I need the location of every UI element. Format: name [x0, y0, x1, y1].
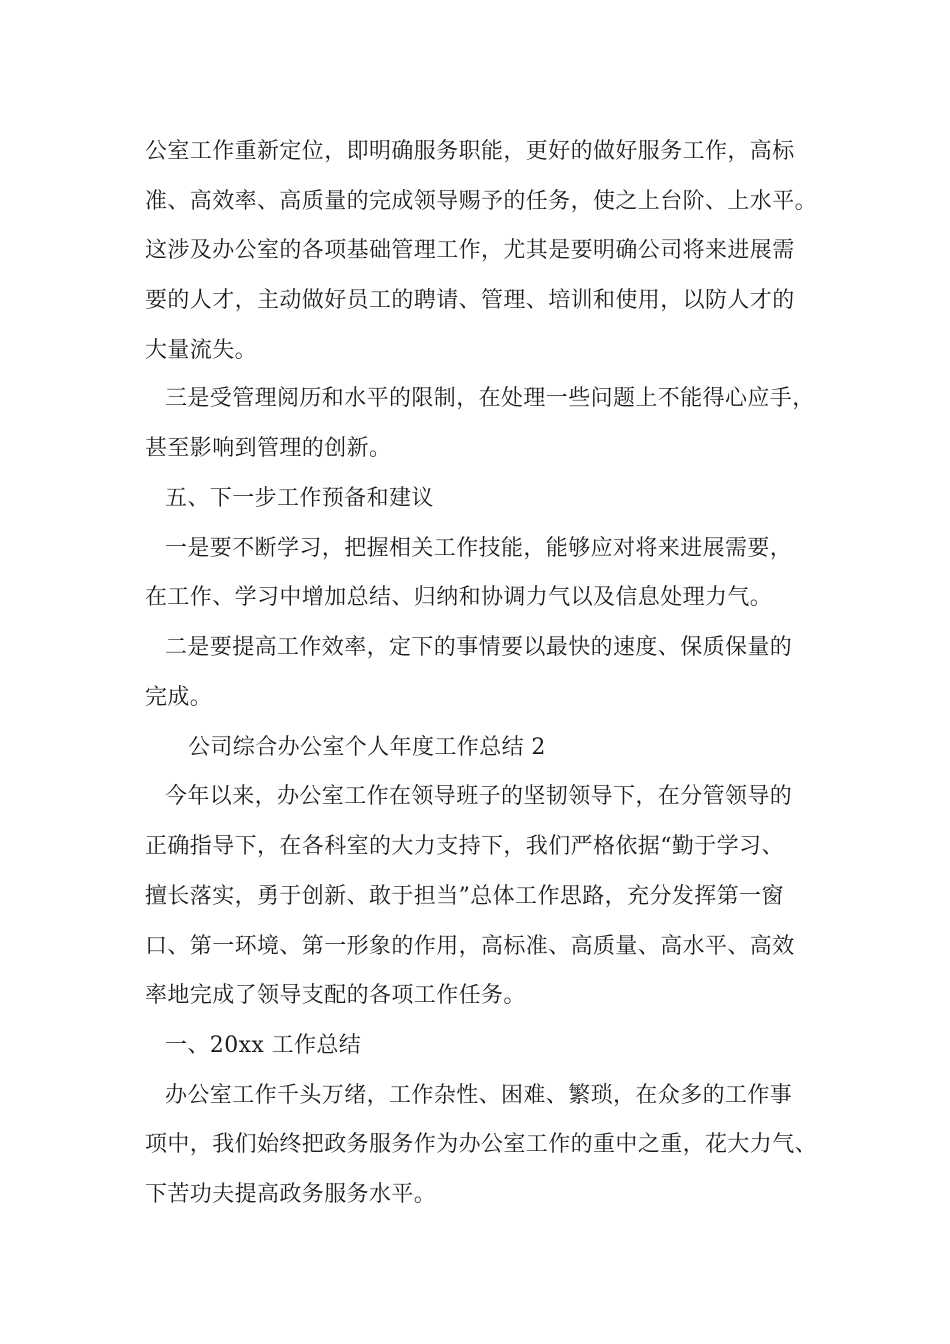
paragraph-line: 三是受管理阅历和水平的限制，在处理一些问题上不能得心应手，	[165, 386, 815, 411]
paragraph-line: 今年以来，办公室工作在领导班子的坚韧领导下，在分管领导的	[165, 784, 793, 809]
paragraph-line: 在工作、学习中增加总结、归纳和协调力气以及信息处理力气。	[145, 585, 773, 610]
paragraph-line: 口、第一环境、第一形象的作用，高标准、高质量、高水平、高效	[145, 934, 795, 959]
paragraph-line: 率地完成了领导支配的各项工作任务。	[145, 983, 526, 1008]
paragraph-line: 一是要不断学习，把握相关工作技能，能够应对将来进展需要，	[165, 536, 793, 561]
paragraph-line: 二是要提高工作效率，定下的事情要以最快的速度、保质保量的	[165, 635, 793, 660]
paragraph-line: 擅长落实，勇于创新、敢于担当”总体工作思路，充分发挥第一窗	[145, 884, 784, 909]
paragraph-line: 办公室工作千头万绪，工作杂性、困难、繁琐，在众多的工作事	[165, 1083, 793, 1108]
paragraph-line: 正确指导下，在各科室的大力支持下，我们严格依据“勤于学习、	[145, 834, 784, 859]
paragraph-line: 要的人才，主动做好员工的聘请、管理、培训和使用，以防人才的	[145, 288, 795, 313]
section-heading: 五、下一步工作预备和建议	[165, 486, 434, 511]
paragraph-line: 项中，我们始终把政务服务作为办公室工作的重中之重，花大力气、	[145, 1132, 818, 1157]
document-title: 公司综合办公室个人年度工作总结 2	[188, 735, 546, 760]
paragraph-line: 完成。	[145, 685, 213, 710]
paragraph-line: 准、高效率、高质量的完成领导赐予的任务，使之上台阶、上水平。	[145, 189, 818, 214]
paragraph-line: 大量流失。	[145, 338, 258, 363]
section-heading: 一、20xx 工作总结	[165, 1033, 362, 1058]
paragraph-line: 公室工作重新定位，即明确服务职能，更好的做好服务工作，高标	[145, 139, 795, 164]
paragraph-line: 这涉及办公室的各项基础管理工作，尤其是要明确公司将来进展需	[145, 238, 795, 263]
paragraph-line: 下苦功夫提高政务服务水平。	[145, 1182, 437, 1207]
paragraph-line: 甚至影响到管理的创新。	[145, 436, 392, 461]
